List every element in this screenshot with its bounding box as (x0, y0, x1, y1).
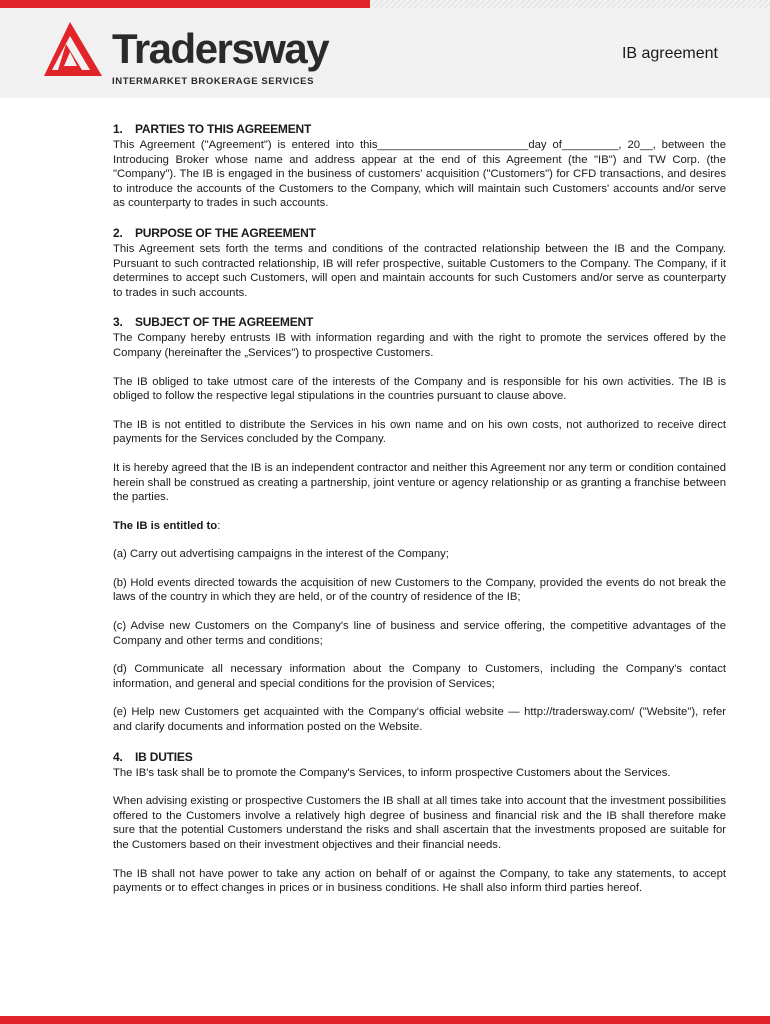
tradersway-logo-icon (40, 20, 108, 80)
paragraph: When advising existing or prospective Customers the IB shall at all times take into account that the investment possibilities offered to the Customers involve a relatively high degree of business and financial risk and the IB shall therefore make sure that the potential Customers understand the risks and shall ascertain that the investments proposed are suitable for the Customers based on their investment objectives and their financial needs. (113, 795, 726, 851)
section-title: PURPOSE OF THE AGREEMENT (135, 225, 316, 240)
brand-name: Tradersway (112, 25, 329, 72)
paragraph: This Agreement sets forth the terms and conditions of the contracted relationship between the IB and the Company. Pursuant to such contracted relationship, IB will refer prospective, suitable Customers to the Company. The Company, if it determines to accept such Customers, will open and maintain accounts for such Customers and/or serve as counterparty to trades in such accounts. (113, 242, 726, 299)
section-number: 3. (113, 315, 123, 330)
top-accent-bar (0, 0, 370, 8)
paragraph: The IB's task shall be to promote the Company's Services, to inform prospective Customers about the Services. (113, 766, 671, 779)
list-item: (c) Advise new Customers on the Company's line of business and service offering, the competitive advantages of the Company and other terms and conditions; (113, 620, 726, 647)
paragraph: The IB obliged to take utmost care of the interests of the Company and is responsible for his own activities. The IB is obliged to follow the respective legal stipulations in the countries pursuant to clause above. (113, 375, 726, 403)
section-purpose (113, 226, 726, 300)
section-number: 4. (113, 749, 123, 764)
entitled-heading (113, 519, 726, 534)
paragraph: It is hereby agreed that the IB is an independent contractor and neither this Agreement nor any term or condition contained herein shall be construed as creating a partnership, joint venture or agency relationship or as granting a franchise between the parties. (113, 461, 726, 504)
brand-tagline: INTERMARKET BROKERAGE SERVICES (112, 76, 315, 87)
list-item: (d) Communicate all necessary information about the Company to Customers, including the Company's contact information, and general and special conditions for the provision of Services; (113, 663, 726, 690)
section-title: IB DUTIES (135, 749, 193, 764)
list-item: (e) Help new Customers get acquainted with the Company's official website — http://tradersway.com/ ("Website"), refer and clarify documents and information posted on the Website. (113, 706, 726, 734)
section-title: PARTIES TO THIS AGREEMENT (135, 122, 312, 136)
section-heading (113, 122, 726, 137)
section-number: 1. (113, 122, 123, 136)
agreement-body (113, 122, 726, 911)
list-item: (a) Carry out advertising campaigns in the interest of the Company; (113, 548, 449, 561)
paragraph: The Company hereby entrusts IB with information regarding and with the right to promote the services offered by the Company (hereinafter the „Services") to prospective Customers. (113, 332, 726, 359)
paragraph: The IB shall not have power to take any action on behalf of or against the Company, to take any statements, to accept payments or to effect changes in prices or in business conditions. He shall also inform third parties hereof. (113, 867, 726, 895)
entitled-colon: : (217, 519, 221, 532)
tradersway-logo (40, 20, 340, 92)
entitled-label: The IB is entitled to (113, 519, 218, 532)
top-pattern-bar (370, 0, 770, 8)
bottom-accent-bar (0, 1016, 770, 1024)
paragraph: This Agreement ("Agreement") is entered into this________________________day of_________, 20__, between the Introducing Broker whose name and address appear at the end of this Agreement (the "IB") and TW Corp. (the "Company"). The IB is engaged in the business of customers' acquisition ("Customers") for CFD transactions, and desires to introduce the accounts of the Customers to the Company, which will maintain such Customers' accounts and/or serve as counterparty to trades in such accounts. (113, 139, 726, 210)
section-heading (113, 226, 726, 241)
document-title: IB agreement (621, 45, 718, 62)
list-item: (b) Hold events directed towards the acquisition of new Customers to the Company, provided the events do not break the laws of the country in which they are held, or of the country of residence of the IB; (113, 576, 726, 604)
paragraph: The IB is not entitled to distribute the Services in his own name and on his own costs, not authorized to receive direct payments for the Services concluded by the Company. (113, 418, 726, 446)
section-parties (113, 122, 726, 211)
section-title: SUBJECT OF THE AGREEMENT (135, 315, 314, 330)
section-subject (113, 315, 726, 734)
section-heading (113, 750, 726, 765)
section-heading (113, 315, 726, 330)
section-ib-duties (113, 750, 726, 896)
section-number: 2. (113, 225, 123, 240)
